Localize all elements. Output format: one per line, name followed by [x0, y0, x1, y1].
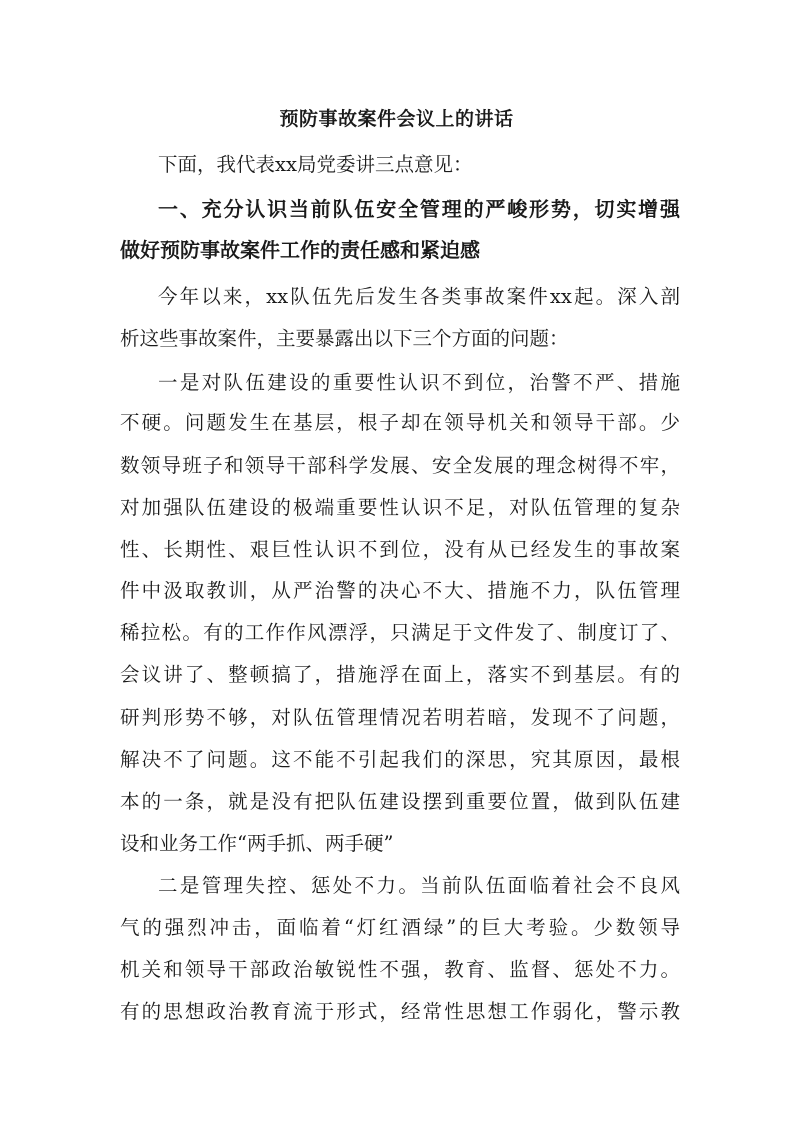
body-line: 稀拉松。有的工作作风漂浮，只满足于文件发了、制度订了、 [120, 621, 680, 644]
body-line: 今年以来，xx队伍先后发生各类事故案件xx起。深入剖 [158, 285, 680, 308]
body-line: 研判形势不够，对队伍管理情况若明若暗，发现不了问题， [120, 706, 680, 729]
body-line: 设和业务工作“两手抓、两手硬” [120, 832, 394, 855]
body-line: 解决不了问题。这不能不引起我们的深思，究其原因，最根 [120, 748, 680, 771]
body-line: 机关和领导干部政治敏锐性不强，教育、监督、惩处不力。 [120, 958, 680, 981]
body-line: 析这些事故案件，主要暴露出以下三个方面的问题： [120, 327, 569, 350]
body-line: 会议讲了、整顿搞了，措施浮在面上，落实不到基层。有的 [120, 663, 680, 686]
body-line: 下面，我代表xx局党委讲三点意见： [158, 153, 473, 176]
body-line: 对加强队伍建设的极端重要性认识不足，对队伍管理的复杂 [120, 496, 680, 519]
heading-line: 做好预防事故案件工作的责任感和紧迫感 [120, 238, 480, 262]
body-line: 件中汲取教训，从严治警的决心不大、措施不力，队伍管理 [120, 579, 680, 602]
body-line: 一是对队伍建设的重要性认识不到位，治警不严、措施 [158, 371, 680, 394]
body-line: 气的强烈冲击，面临着“灯红酒绿”的巨大考验。少数领导 [120, 916, 680, 939]
body-line: 二是管理失控、惩处不力。当前队伍面临着社会不良风 [158, 874, 680, 897]
body-line: 本的一条，就是没有把队伍建设摆到重要位置，做到队伍建 [120, 790, 680, 813]
body-line: 有的思想政治教育流于形式，经常性思想工作弱化，警示教 [120, 1000, 680, 1023]
body-line: 性、长期性、艰巨性认识不到位，没有从已经发生的事故案 [120, 538, 680, 561]
document-title: 预防事故案件会议上的讲话 [279, 108, 514, 130]
body-line: 数领导班子和领导干部科学发展、安全发展的理念树得不牢， [120, 454, 680, 477]
heading-line: 一、充分认识当前队伍安全管理的严峻形势，切实增强 [158, 197, 680, 221]
body-line: 不硬。问题发生在基层，根子却在领导机关和领导干部。少 [120, 411, 680, 434]
